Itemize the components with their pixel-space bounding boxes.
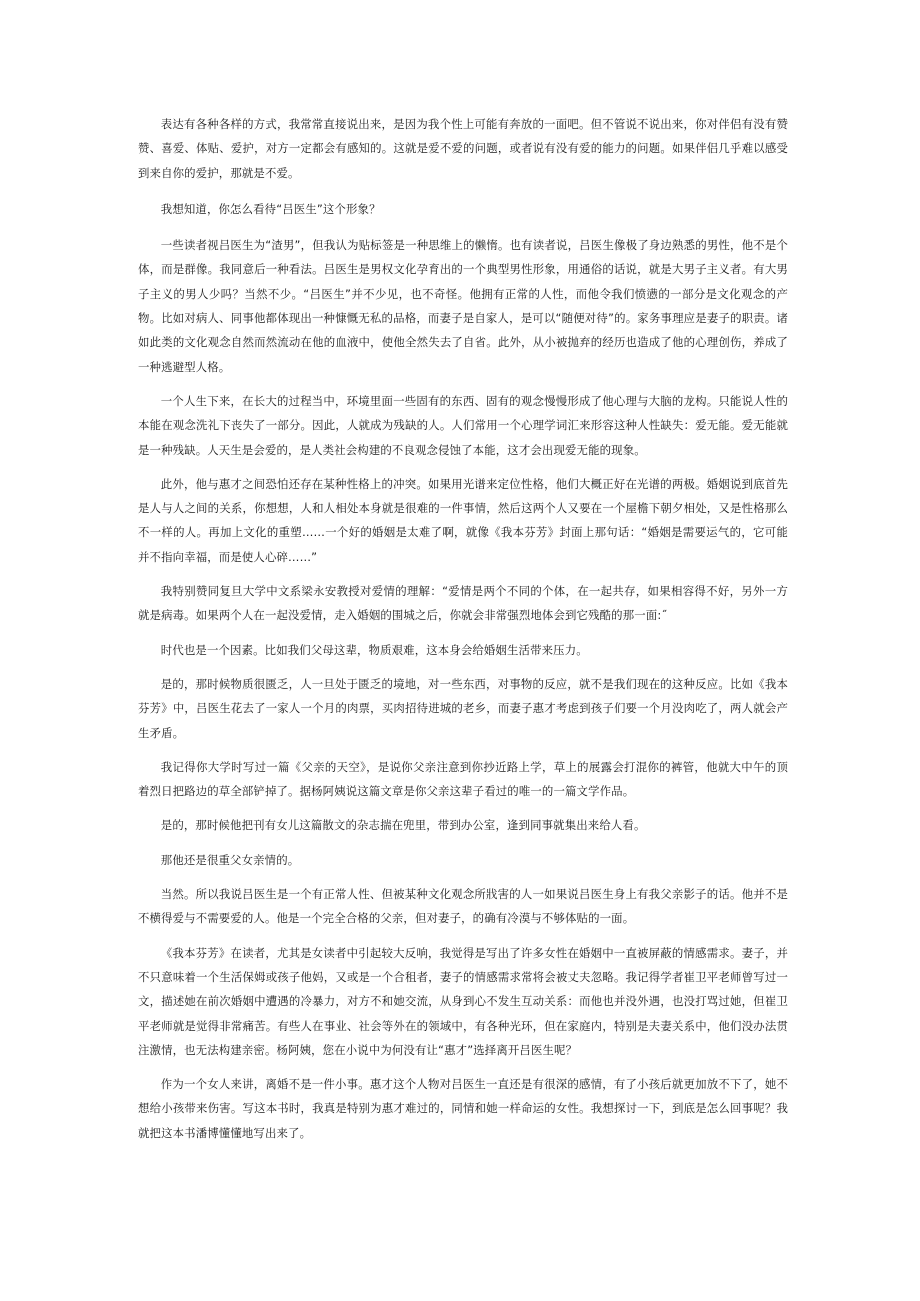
paragraph-2: 我想知道，你怎么看待“吕医生”这个形象？ (160, 201, 381, 216)
paragraph-12: 当然。所以我说吕医生是一个有正常人性、但被某种文化观念所戕害的人一如果说吕医生身上有我父亲影子的话。他并不是不横得爱与不需要爱的人。他是一个完全合格的父亲，但对妻子，的确有冷漠与不够体贴的一面。 (138, 887, 788, 926)
paragraph-1: 表达有各种各样的方式，我常常直接说出来，是因为我个性上可能有奔放的一面吧。但不管说不说出来，你对伴侣有没有赞赞、喜爱、体贴、爱护，对方一定都会有感知的。这就是爱不爱的问题，或者说有没有爱的能力的问题。如果伴侣几乎难以感受到来自你的爱护，那就是不爱。 (138, 117, 788, 180)
paragraph-10: 是的，那时候他把刊有女儿这篇散文的杂志揣在兜里，带到办公室，逢到同事就集出来给人看。 (160, 818, 646, 833)
paragraph-14: 作为一个女人来讲，离婚不是一件小事。惠才这个人物对吕医生一直还是有很深的感情，有了小孩后就更加放不下了，她不想给小孩带来伤害。写这本书时，我真是特别为惠才难过的，同情和她一样命运的女性。我想探讨一下，到底是怎么回事呢？我就把这本书潘博懂懂地写出来了。 (138, 1077, 788, 1140)
paragraph-6: 我特别赞同复旦大学中文系梁永安教授对爱情的理解：“爱情是两个不同的个体，在一起共存，如果相容得不好，另外一方就是病毒。如果两个人在一起没爱情，走入婚姻的围城之后，你就会非常强烈地体会到它残酷的那一面:˝ (138, 584, 788, 623)
paragraph-9: 我记得你大学时写过一篇《父亲的天空》，是说你父亲注意到你抄近路上学，草上的展露会打混你的裤管，他就大中午的顶着烈日把路边的草全部铲掉了。据杨阿姨说这篇文章是你父亲这辈子看过的唯一的一篇文学作品。 (138, 759, 788, 799)
paragraph-8: 是的，那时候物质很匮乏，人一旦处于匮乏的境地，对一些东西，对事物的反应，就不是我们现在的这种反应。比如《我本芬芳》中，吕医生花去了一家人一个月的肉票，买肉招待进城的老乡，而妻子惠才考虑到孩子们要一个月没肉吃了，两人就会产生矛盾。 (138, 676, 788, 740)
paragraph-4: 一个人生下来，在长大的过程当中，环境里面一些固有的东西、固有的观念慢慢形成了他心理与大脑的龙构。只能说人性的本能在观念洗礼下丧失了一部分。因此，人就成为残缺的人。人们常用一个心理学词汇来形容这种人性缺失：爱无能。爱无能就是一种残缺。人天生是会爱的，是人类社会构建的不良观念侵蚀了本能，这才会出现爱无能的现象。 (138, 393, 788, 457)
paragraph-7: 时代也是一个因素。比如我们父母这辈，物质艰难，这本身会给婚姻生活带来压力。 (160, 642, 588, 657)
paragraph-3: 一些读者视吕医生为“渣男”，但我认为贴标签是一种思维上的懒惰。也有读者说，吕医生像极了身边熟悉的男性，他不是个体，而是群像。我同意后一种看法。吕医生是男权文化孕育出的一个典型男性形象，用通俗的话说，就是大男子主义者。有大男子主义的男人少吗？当然不少。“吕医生”并不少见，也不奇怪。他拥有正常的人性，而他令我们愤懑的一部分是文化观念的产物。比如对病人、同事他都体现出一种慷慨无私的品格，而妻子是自家人，是可以“随便对待”的。家务事理应是妻子的职责。诸如此类的文化观念自然而然流动在他的血液中，使他全然失去了自省。此外，从小被抛弃的经历也造成了他的心理创伤，养成了一种逃避型人格。 (138, 238, 788, 374)
paragraph-11: 那他还是很重父女亲情的。 (160, 852, 300, 867)
document-body (138, 112, 788, 1145)
paragraph-5: 此外，他与惠才之间恐怕还存在某种性格上的冲突。如果用光谱来定位性格，他们大概正好在光谱的两极。婚姻说到底首先是人与人之间的关系，你想想，人和人相处本身就是很难的一件事情，然后这两个人又要在一个屋檐下朝夕相处，又是性格那么不一样的人。再加上文化的重塑……一个好的婚姻是太难了啊，就像《我本芬芳》封面上那句话：“婚姻是需要运气的，它可能并不指向幸福，而是使人心碎……” (138, 476, 788, 564)
paragraph-13: 《我本芬芳》在读者，尤其是女读者中引起较大反响，我觉得是写出了许多女性在婚姻中一直被屏蔽的情感需求。妻子，并不只意味着一个生活保姆或孩子他妈，又或是一个合租者，妻子的情感需求常将会被丈夫忽略。我记得学者崔卫平老师曾写过一文，描述她在前次婚姻中遭遇的冷暴力，对方不和她交流，从身到心不发生互动关系：而他也并没外遇，也没打骂过她，但崔卫平老师就是觉得非常痛苦。有些人在事业、社会等外在的领域中，有各种光环，但在家庭内，特别是夫妻关系中，他们没办法贯注激情，也无法构建亲密。杨阿姨，您在小说中为何没有让“惠才”选择离开吕医生呢？ (138, 945, 788, 1057)
